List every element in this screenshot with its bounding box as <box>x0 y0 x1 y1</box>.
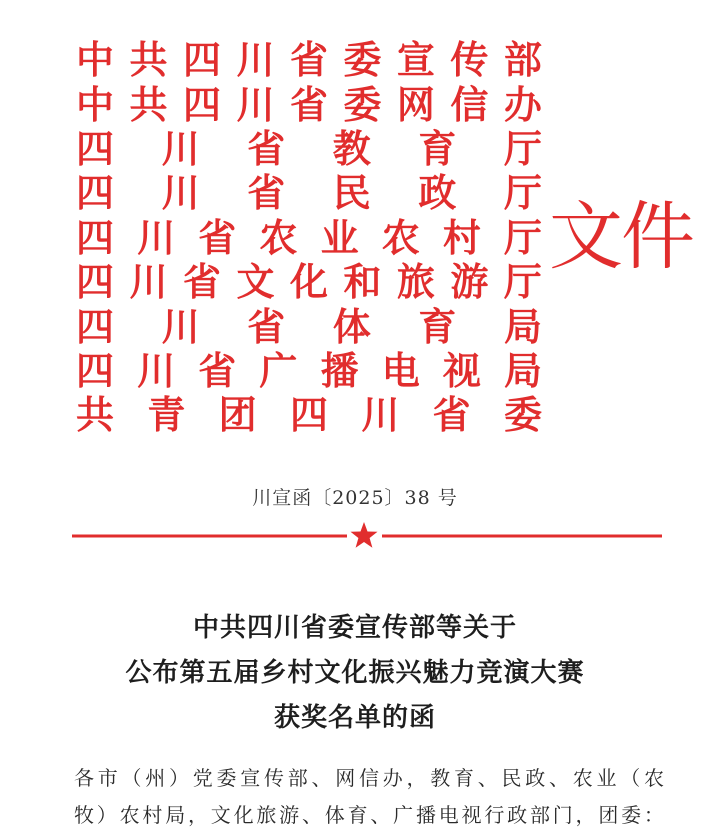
document-number: 川宣函〔2025〕38 号 <box>252 487 458 509</box>
title-line: 公布第五届乡村文化振兴魅力竞演大赛 <box>125 658 585 688</box>
recipients-paragraph <box>74 760 664 834</box>
star-icon <box>351 522 378 548</box>
issuer-line: 四 川 省 文 化 和 旅 游 厅 <box>76 259 542 305</box>
title-line: 获奖名单的函 <box>273 703 436 733</box>
recipients-line: 各 市 （ 州 ） 党 委 宣 传 部 、 网 信 办 ， 教 育 、 民 政 、 农 业 （ 农 <box>74 766 664 790</box>
issuing-agencies <box>76 38 542 438</box>
recipients-line: 牧 ） 农 村 局 ， 文 化 旅 游 、 体 育 、 广 播 电 视 行 政 部 门 ， 团 委 ： <box>74 803 664 827</box>
issuer-line: 中 共 四 川 省 委 网 信 办 <box>76 81 542 127</box>
issuer-line: 共 青 团 四 川 省 委 <box>76 392 542 438</box>
title-line: 中共四川省委宣传部等关于 <box>192 613 517 643</box>
issuer-line: 四 川 省 教 育 厅 <box>76 125 542 171</box>
document-title <box>0 606 710 741</box>
issuer-line: 四 川 省 民 政 厅 <box>76 170 542 216</box>
issuer-line: 四 川 省 广 播 电 视 局 <box>76 347 542 393</box>
red-divider <box>72 516 662 556</box>
issuer-line: 四 川 省 体 育 局 <box>76 303 542 349</box>
document-mark: 文件 <box>549 194 693 280</box>
issuer-line: 四 川 省 农 业 农 村 厅 <box>76 214 542 260</box>
issuer-line: 中 共 四 川 省 委 宣 传 部 <box>76 37 542 83</box>
